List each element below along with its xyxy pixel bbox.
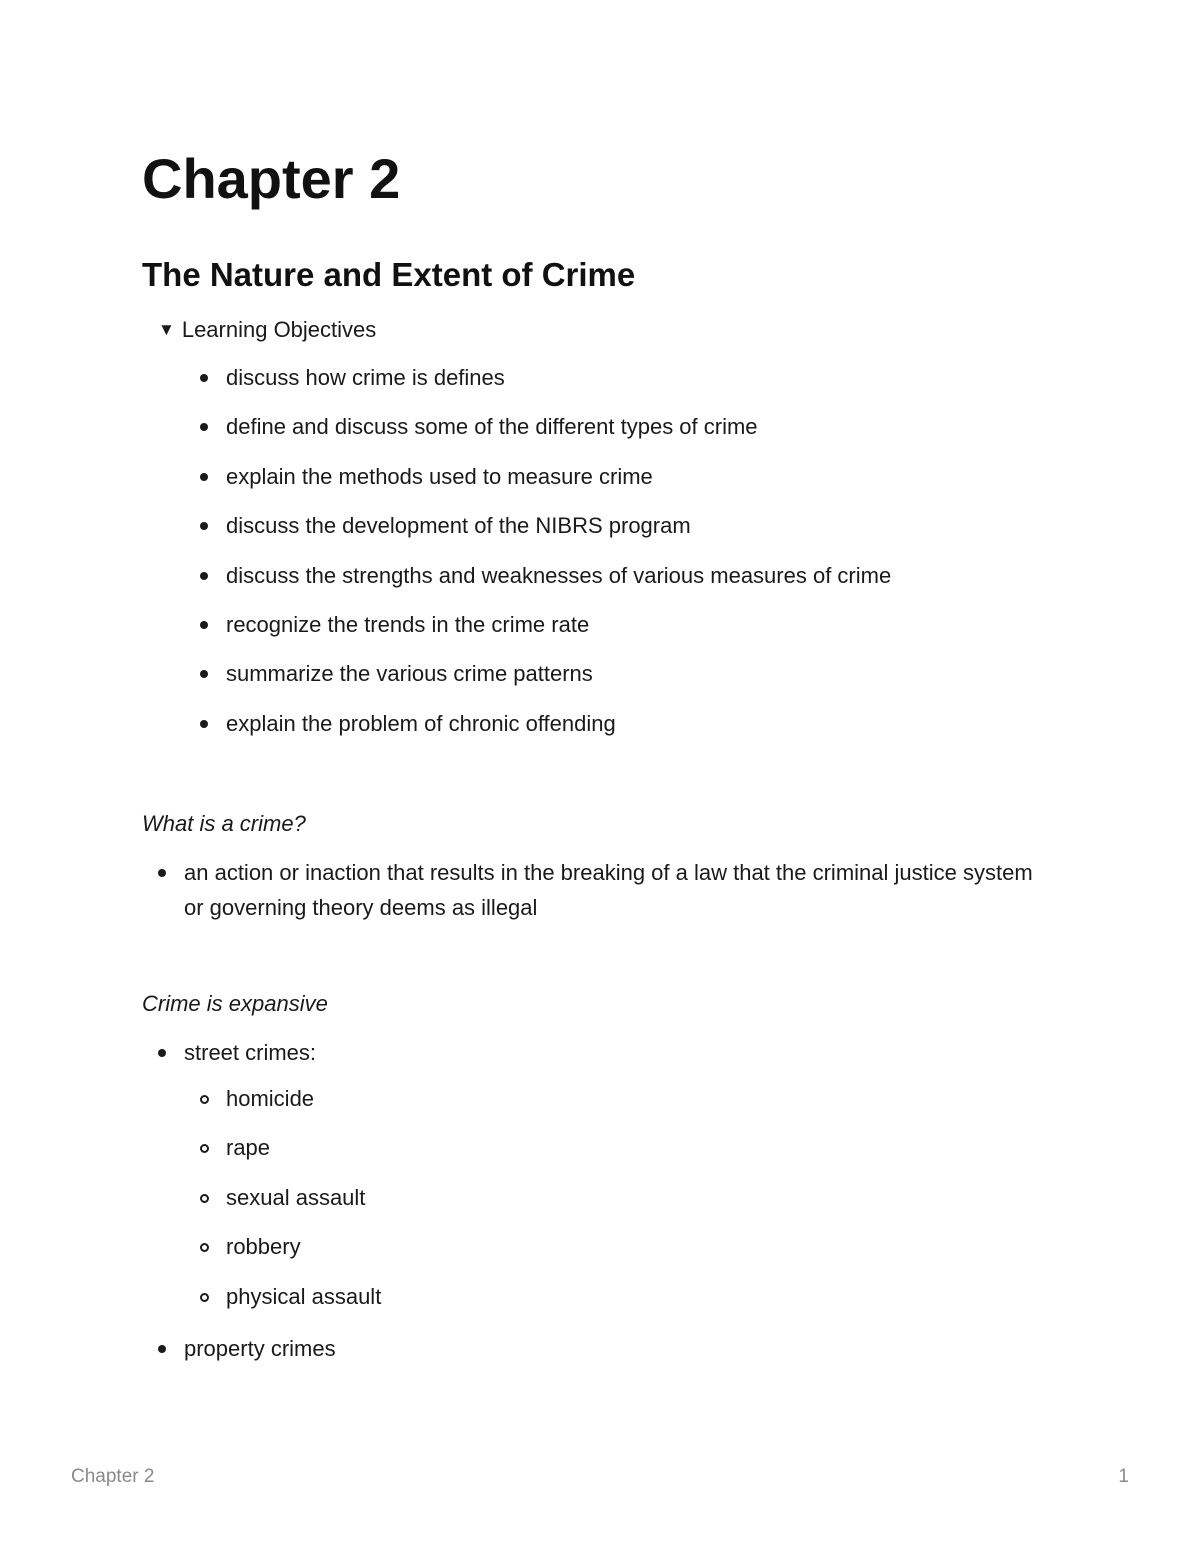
sublist-item-text: robbery bbox=[226, 1234, 301, 1260]
list-item-text: explain the problem of chronic offending bbox=[226, 710, 616, 736]
sublist-item bbox=[197, 1232, 1035, 1281]
list-item bbox=[155, 855, 1035, 925]
list-item-text: summarize the various crime patterns bbox=[226, 661, 593, 687]
page-subtitle: The Nature and Extent of Crime bbox=[142, 256, 636, 293]
bullet-disc-icon bbox=[200, 522, 208, 530]
list-item-street-crimes bbox=[155, 1035, 1035, 1331]
bullet-disc-icon bbox=[200, 473, 208, 481]
what-is-crime-list bbox=[155, 855, 1035, 925]
list-item-text: define and discuss some of the different types of crime bbox=[226, 414, 758, 440]
sublist-item bbox=[197, 1084, 1035, 1133]
sublist-item-text: physical assault bbox=[226, 1283, 382, 1309]
list-item-text: explain the methods used to measure crime bbox=[226, 463, 653, 489]
learning-objectives-list bbox=[197, 363, 891, 758]
bullet-disc-icon bbox=[200, 720, 208, 728]
sublist-item bbox=[197, 1133, 1035, 1182]
list-item bbox=[197, 561, 891, 610]
list-item bbox=[197, 363, 891, 412]
list-item-text: an action or inaction that results in the breaking of a law that the criminal justice system or governing theory deems as illegal bbox=[184, 860, 1033, 920]
bullet-disc-icon bbox=[200, 621, 208, 629]
list-item-text: discuss the development of the NIBRS program bbox=[226, 513, 691, 539]
sublist-item bbox=[197, 1282, 1035, 1331]
triangle-down-icon[interactable]: ▼ bbox=[158, 320, 175, 339]
street-crimes-sublist bbox=[197, 1084, 1035, 1331]
bullet-disc-icon bbox=[158, 1345, 166, 1353]
learning-objectives-toggle[interactable] bbox=[158, 315, 376, 345]
learning-objectives-label: Learning Objectives bbox=[181, 317, 377, 342]
section-heading-what-is-crime: What is a crime? bbox=[142, 811, 306, 836]
page-title: Chapter 2 bbox=[142, 147, 401, 210]
sublist-item-text: sexual assault bbox=[226, 1184, 366, 1210]
bullet-circle-icon bbox=[200, 1194, 209, 1203]
sublist-item-text: rape bbox=[226, 1135, 271, 1161]
bullet-circle-icon bbox=[200, 1095, 209, 1104]
list-item bbox=[197, 659, 891, 708]
bullet-circle-icon bbox=[200, 1293, 209, 1302]
section-heading-crime-expansive: Crime is expansive bbox=[142, 991, 328, 1016]
list-item bbox=[197, 412, 891, 461]
list-item-property-crimes bbox=[155, 1331, 1035, 1366]
bullet-disc-icon bbox=[158, 869, 166, 877]
bullet-circle-icon bbox=[200, 1144, 209, 1153]
crime-types-list bbox=[155, 1035, 1035, 1366]
bullet-disc-icon bbox=[200, 670, 208, 678]
list-item bbox=[197, 462, 891, 511]
footer-page-number: 1 bbox=[1118, 1466, 1129, 1487]
list-item bbox=[197, 610, 891, 659]
list-item-text: discuss the strengths and weaknesses of various measures of crime bbox=[226, 562, 892, 588]
footer-chapter-label: Chapter 2 bbox=[71, 1466, 155, 1487]
list-item bbox=[197, 511, 891, 560]
list-item-text: property crimes bbox=[184, 1335, 336, 1361]
bullet-disc-icon bbox=[200, 374, 208, 382]
sublist-item-text: homicide bbox=[226, 1086, 315, 1111]
list-item bbox=[197, 709, 891, 758]
bullet-disc-icon bbox=[200, 423, 208, 431]
list-item-text: street crimes: bbox=[184, 1040, 317, 1065]
sublist-item bbox=[197, 1183, 1035, 1232]
bullet-disc-icon bbox=[158, 1049, 166, 1057]
list-item-text: recognize the trends in the crime rate bbox=[226, 611, 590, 637]
list-item-text: discuss how crime is defines bbox=[226, 365, 505, 390]
bullet-disc-icon bbox=[200, 572, 208, 580]
bullet-circle-icon bbox=[200, 1243, 209, 1252]
